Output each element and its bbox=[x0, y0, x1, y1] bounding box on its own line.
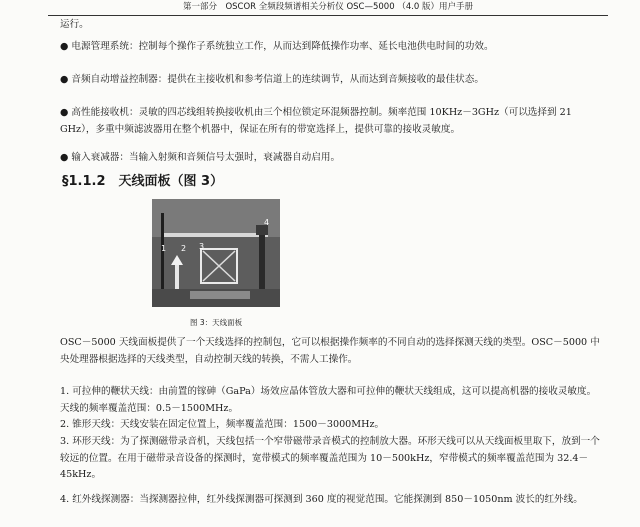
label-3: 3 bbox=[199, 242, 205, 251]
bullet-audio-agc: ● 音频自动增益控制器：提供在主接收机和参考信道上的连续调节，从而达到音频接收的最佳状态。 bbox=[60, 74, 484, 85]
antenna-panel-photo bbox=[152, 199, 280, 307]
body-intro: OSC－5000 天线面板提供了一个天线选择的控制包，它可以根据操作频率的不同自动的选择探测天线的类型。OSC－5000 中央处理器根据选择的天线类型，自动控制天线的转换，不需人工操作。 bbox=[60, 337, 600, 365]
label-4: 4 bbox=[264, 218, 270, 227]
paragraph-continuation: 运行。 bbox=[60, 19, 89, 30]
bullet-attenuator: ● 输入衰减器：当输入射频和音频信号太强时，衰减器自动启用。 bbox=[60, 152, 341, 163]
bullet-receiver: ● 高性能接收机：灵敏的四芯线组转换接收机由三个相位锁定环混频器控制。频率范围 10KHz－3GHz（可以选择到 21 GHz），多重中频滤波器用在整个机器中，保证在所有的带宽选择上，提供可靠的接收灵敏度。 bbox=[60, 107, 572, 135]
bullet-power-management: ● 电源管理系统：控制每个操作子系统独立工作，从而达到降低操作功率、延长电池供电时间的功效。 bbox=[60, 41, 494, 52]
body-item-4: 4. 红外线探测器：当探测器拉伸，红外线探测器可探测到 360 度的视觉范围。它能探测到 850－1050nm 波长的红外线。 bbox=[60, 494, 583, 505]
page-header: 第一部分 OSCOR 全频段频谱相关分析仪 OSC—5000 （4.0 版）用户手册 bbox=[48, 0, 608, 16]
label-2: 2 bbox=[181, 244, 187, 253]
section-heading: §1.1.2 天线面板（图 3） bbox=[62, 174, 224, 189]
antenna-panel-illustration bbox=[152, 199, 280, 307]
body-item-1: 1. 可拉伸的鞭状天线：由前置的镓砷（GaPa）场效应晶体管放大器和可拉伸的鞭状天线组成，这可以提高机器的接收灵敏度。天线的频率覆盖范围：0.5－1500MHz。 bbox=[60, 386, 597, 414]
figure-caption: 图 3：天线面板 bbox=[190, 318, 243, 327]
body-item-2: 2. 锥形天线：天线安装在固定位置上，频率覆盖范围：1500－3000MHz。 bbox=[60, 419, 385, 430]
body-item-3: 3. 环形天线：为了探测磁带录音机，天线包括一个窄带磁带录音模式的控制放大器。环形天线可以从天线面板里取下，放到一个较远的位置。在用于磁带录音设备的探测时，宽带模式的频率覆盖范围为 10－500kHz，窄带模式的频率覆盖范围为 32.4－45kHz。 bbox=[60, 436, 600, 480]
label-1: 1 bbox=[161, 244, 167, 253]
